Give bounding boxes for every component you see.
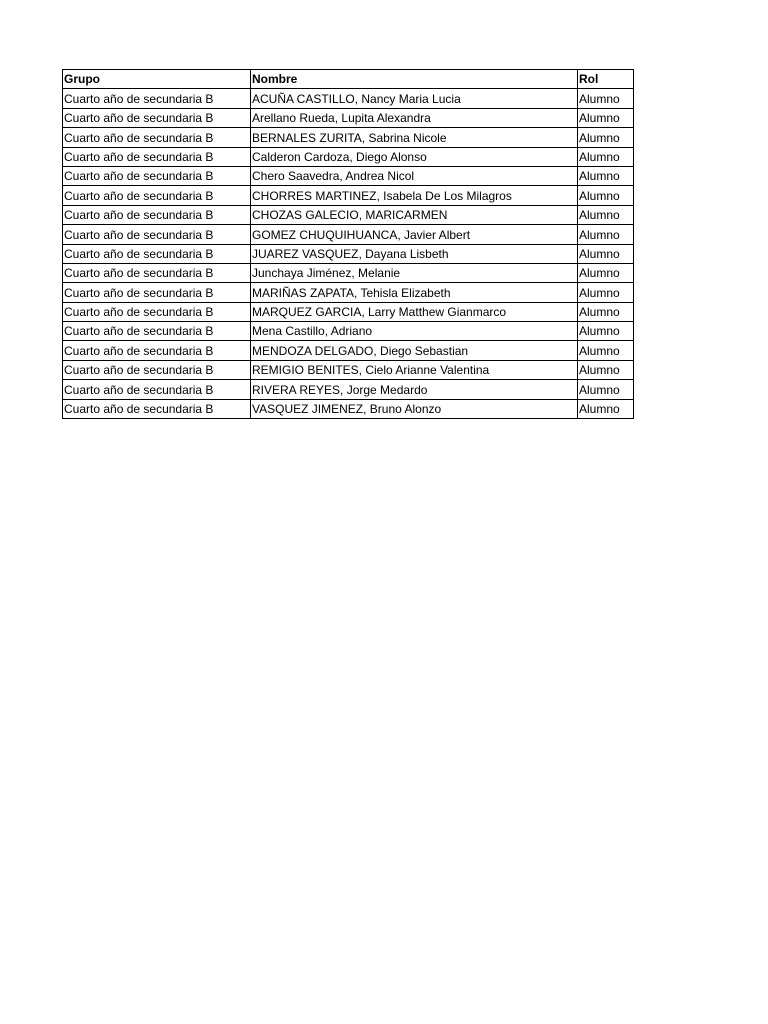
cell-grupo: Cuarto año de secundaria B: [63, 302, 251, 321]
table-row: [63, 380, 634, 399]
cell-grupo: Cuarto año de secundaria B: [63, 399, 251, 418]
cell-nombre: VASQUEZ JIMENEZ, Bruno Alonzo: [251, 399, 578, 418]
header-rol: Rol: [578, 70, 634, 89]
cell-rol: Alumno: [578, 302, 634, 321]
student-table: [62, 69, 634, 419]
cell-nombre: MENDOZA DELGADO, Diego Sebastian: [251, 341, 578, 360]
cell-grupo: Cuarto año de secundaria B: [63, 186, 251, 205]
cell-nombre: ACUÑA CASTILLO, Nancy Maria Lucia: [251, 89, 578, 108]
cell-rol: Alumno: [578, 322, 634, 341]
cell-grupo: Cuarto año de secundaria B: [63, 341, 251, 360]
cell-grupo: Cuarto año de secundaria B: [63, 225, 251, 244]
cell-rol: Alumno: [578, 89, 634, 108]
table-row: [63, 89, 634, 108]
table-row: [63, 128, 634, 147]
cell-nombre: GOMEZ CHUQUIHUANCA, Javier Albert: [251, 225, 578, 244]
table-row: [63, 283, 634, 302]
table-row: [63, 244, 634, 263]
cell-rol: Alumno: [578, 128, 634, 147]
cell-nombre: Chero Saavedra, Andrea Nicol: [251, 166, 578, 185]
table-row: [63, 399, 634, 418]
table-row: [63, 186, 634, 205]
table-row: [63, 147, 634, 166]
header-grupo: Grupo: [63, 70, 251, 89]
table-row: [63, 108, 634, 127]
cell-grupo: Cuarto año de secundaria B: [63, 166, 251, 185]
table-row: [63, 360, 634, 379]
cell-nombre: REMIGIO BENITES, Cielo Arianne Valentina: [251, 360, 578, 379]
cell-rol: Alumno: [578, 147, 634, 166]
cell-grupo: Cuarto año de secundaria B: [63, 322, 251, 341]
cell-nombre: MARIÑAS ZAPATA, Tehisla Elizabeth: [251, 283, 578, 302]
cell-grupo: Cuarto año de secundaria B: [63, 147, 251, 166]
table-header-row: [63, 70, 634, 89]
table-body: [63, 89, 634, 419]
cell-nombre: BERNALES ZURITA, Sabrina Nicole: [251, 128, 578, 147]
cell-nombre: Mena Castillo, Adriano: [251, 322, 578, 341]
cell-rol: Alumno: [578, 244, 634, 263]
cell-grupo: Cuarto año de secundaria B: [63, 108, 251, 127]
table-row: [63, 225, 634, 244]
cell-rol: Alumno: [578, 108, 634, 127]
cell-rol: Alumno: [578, 186, 634, 205]
table-row: [63, 322, 634, 341]
cell-grupo: Cuarto año de secundaria B: [63, 128, 251, 147]
table-row: [63, 166, 634, 185]
cell-rol: Alumno: [578, 380, 634, 399]
cell-nombre: Calderon Cardoza, Diego Alonso: [251, 147, 578, 166]
cell-rol: Alumno: [578, 360, 634, 379]
cell-nombre: Arellano Rueda, Lupita Alexandra: [251, 108, 578, 127]
header-nombre: Nombre: [251, 70, 578, 89]
cell-grupo: Cuarto año de secundaria B: [63, 244, 251, 263]
cell-rol: Alumno: [578, 225, 634, 244]
cell-nombre: RIVERA REYES, Jorge Medardo: [251, 380, 578, 399]
cell-rol: Alumno: [578, 399, 634, 418]
table-row: [63, 205, 634, 224]
cell-nombre: CHOZAS GALECIO, MARICARMEN: [251, 205, 578, 224]
cell-nombre: MARQUEZ GARCIA, Larry Matthew Gianmarco: [251, 302, 578, 321]
table-row: [63, 302, 634, 321]
cell-grupo: Cuarto año de secundaria B: [63, 205, 251, 224]
cell-nombre: Junchaya Jiménez, Melanie: [251, 263, 578, 282]
cell-nombre: JUAREZ VASQUEZ, Dayana Lisbeth: [251, 244, 578, 263]
cell-rol: Alumno: [578, 263, 634, 282]
cell-grupo: Cuarto año de secundaria B: [63, 89, 251, 108]
cell-grupo: Cuarto año de secundaria B: [63, 263, 251, 282]
table-row: [63, 341, 634, 360]
cell-rol: Alumno: [578, 341, 634, 360]
table-row: [63, 263, 634, 282]
cell-nombre: CHORRES MARTINEZ, Isabela De Los Milagros: [251, 186, 578, 205]
cell-grupo: Cuarto año de secundaria B: [63, 360, 251, 379]
cell-grupo: Cuarto año de secundaria B: [63, 283, 251, 302]
cell-rol: Alumno: [578, 205, 634, 224]
cell-rol: Alumno: [578, 283, 634, 302]
student-list-sheet: [62, 69, 634, 419]
cell-grupo: Cuarto año de secundaria B: [63, 380, 251, 399]
cell-rol: Alumno: [578, 166, 634, 185]
